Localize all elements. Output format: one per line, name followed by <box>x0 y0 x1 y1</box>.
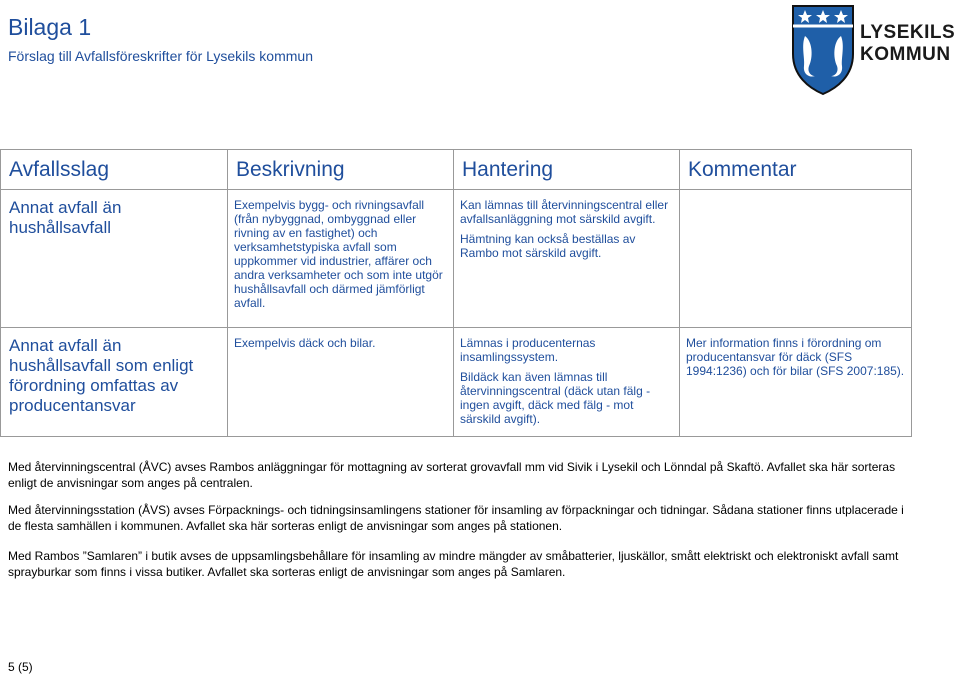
page-number: 5 (5) <box>8 660 33 674</box>
handling-cell <box>454 328 680 437</box>
handling-text: Hämtning kan också beställas av Rambo mot särskild avgift. <box>460 232 636 260</box>
header-description: Beskrivning <box>228 150 454 190</box>
page-subtitle: Förslag till Avfallsföreskrifter för Lysekils kommun <box>8 48 313 64</box>
table-row <box>1 190 912 328</box>
header-handling: Hantering <box>454 150 680 190</box>
table-row <box>1 328 912 437</box>
lysekil-logo <box>791 2 960 96</box>
table-header-row <box>1 150 912 190</box>
handling-cell <box>454 190 680 328</box>
logo-text-line2: KOMMUN <box>860 44 951 65</box>
comment-cell: Mer information finns i förordning om producentansvar för däck (SFS 1994:1236) och för bilar (SFS 2007:185). <box>680 328 912 437</box>
paragraph-avc: Med återvinningscentral (ÅVC) avses Rambos anläggningar för mottagning av sorterat grovavfall mm vid Sivik i Lysekil och Lönndal på Skaftö. Avfallet ska här sorteras enligt de anvisningar som anges på centralen. <box>8 460 896 490</box>
handling-text: Kan lämnas till återvinningscentral eller avfallsanläggning mot särskild avgift. <box>460 198 669 226</box>
header-comment: Kommentar <box>680 150 912 190</box>
description-cell: Exempelvis bygg- och rivningsavfall (från nybyggnad, ombyggnad eller rivning av en fastighet) och verksamhetstypiska avfall som uppkommer vid industrier, affärer och andra verksamheter och som inte utgör hushållsavfall och därmed jämförligt avfall. <box>228 190 454 328</box>
waste-table <box>0 149 912 437</box>
handling-text: Bildäck kan även lämnas till återvinningscentral (däck utan fälg - ingen avgift, däck med fälg - mot särskild avgift). <box>460 370 651 426</box>
logo-text-line1: LYSEKILS <box>860 22 956 43</box>
header-waste-type: Avfallsslag <box>1 150 228 190</box>
handling-text: Lämnas i producenternas insamlingssystem. <box>460 336 596 364</box>
waste-type-cell: Annat avfall än hushållsavfall <box>1 190 228 328</box>
paragraph-samlaren: Med Rambos ”Samlaren” i butik avses de uppsamlingsbehållare för insamling av mindre mängder av småbatterier, ljuskällor, smått elektriskt och elektroniskt avfall samt sprayburkar som finns i vissa butiker. Avfallet ska sorteras enligt de anvisningar som anges på Samlaren. <box>8 549 899 579</box>
waste-type-cell: Annat avfall än hushållsavfall som enligt förordning omfattas av producentansvar <box>1 328 228 437</box>
page-title: Bilaga 1 <box>8 14 92 40</box>
description-cell: Exempelvis däck och bilar. <box>228 328 454 437</box>
coat-of-arms-icon <box>791 2 855 96</box>
comment-cell <box>680 190 912 328</box>
paragraph-avs: Med återvinningsstation (ÅVS) avses Förpacknings- och tidningsinsamlingens stationer för insamling av förpackningar och tidningar. Sådana stationer finns utplacerade i de flesta samhällen i kommunen. Avfallet ska här sorteras enligt de anvisningar som anges på stationen. <box>8 503 904 533</box>
